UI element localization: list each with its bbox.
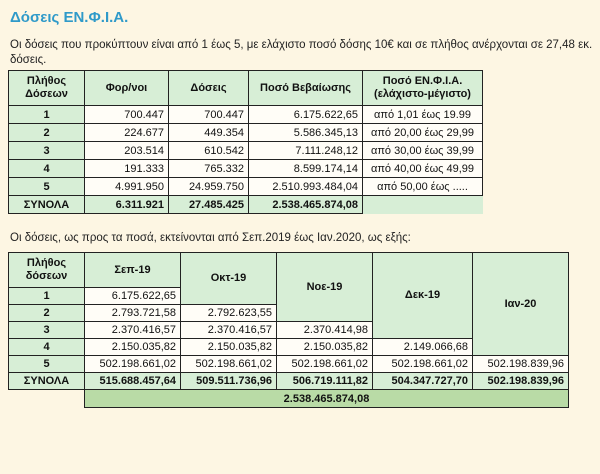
header-nov-19: Νοε-19 bbox=[277, 253, 373, 322]
taxpayers-cell: 203.514 bbox=[85, 142, 169, 160]
header-installments: Δόσεις bbox=[169, 71, 249, 106]
header-assessed-amount: Ποσό Βεβαίωσης bbox=[249, 71, 363, 106]
row-label: 2 bbox=[9, 305, 85, 322]
row-label: 5 bbox=[9, 356, 85, 373]
oct-cell: 502.198.661,02 bbox=[181, 356, 277, 373]
header-taxpayers: Φορ/νοι bbox=[85, 71, 169, 106]
installments-cell: 765.332 bbox=[169, 160, 249, 178]
totals-row bbox=[9, 373, 569, 390]
installments-cell: 610.542 bbox=[169, 142, 249, 160]
amount-cell: 7.111.248,12 bbox=[249, 142, 363, 160]
taxpayers-cell: 4.991.950 bbox=[85, 178, 169, 196]
table-row bbox=[9, 106, 483, 124]
row-label: 5 bbox=[9, 178, 85, 196]
row-label: 4 bbox=[9, 339, 85, 356]
row-label: 4 bbox=[9, 160, 85, 178]
total-nov: 506.719.111,82 bbox=[277, 373, 373, 390]
header-oct-19: Οκτ-19 bbox=[181, 253, 277, 305]
oct-cell: 2.150.035,82 bbox=[181, 339, 277, 356]
range-cell: από 30,00 έως 39,99 bbox=[363, 142, 483, 160]
jan-cell: 502.198.839,96 bbox=[473, 356, 569, 373]
oct-cell: 2.370.416,57 bbox=[181, 322, 277, 339]
table-header-row bbox=[9, 253, 569, 288]
row-label: 2 bbox=[9, 124, 85, 142]
amount-cell: 2.510.993.484,04 bbox=[249, 178, 363, 196]
empty-cell bbox=[9, 390, 85, 408]
nov-cell: 502.198.661,02 bbox=[277, 356, 373, 373]
total-amount: 2.538.465.874,08 bbox=[249, 196, 363, 214]
sep-cell: 2.793.721,58 bbox=[85, 305, 181, 322]
row-label: 3 bbox=[9, 142, 85, 160]
sep-cell: 2.150.035,82 bbox=[85, 339, 181, 356]
sep-cell: 6.175.622,65 bbox=[85, 288, 181, 305]
range-cell: από 1,01 έως 19.99 bbox=[363, 106, 483, 124]
amount-cell: 8.599.174,14 bbox=[249, 160, 363, 178]
intro-paragraph: Οι δόσεις που προκύπτουν είναι από 1 έως 5, με ελάχιστο ποσό δόσης 10€ και σε πλήθος ανέρχονται σε 27,48 εκ. δόσεις. bbox=[10, 39, 593, 66]
totals-label: ΣΥΝΟΛΑ bbox=[9, 373, 85, 390]
installments-cell: 700.447 bbox=[169, 106, 249, 124]
oct-cell: 2.792.623,55 bbox=[181, 305, 277, 322]
totals-row bbox=[9, 196, 483, 214]
nov-cell: 2.370.414,98 bbox=[277, 322, 373, 339]
amount-cell: 6.175.622,65 bbox=[249, 106, 363, 124]
taxpayers-cell: 224.677 bbox=[85, 124, 169, 142]
range-cell: από 50,00 έως ..... bbox=[363, 178, 483, 196]
total-installments: 27.485.425 bbox=[169, 196, 249, 214]
table-row bbox=[9, 356, 569, 373]
installments-cell: 24.959.750 bbox=[169, 178, 249, 196]
grand-total-row bbox=[9, 390, 569, 408]
amount-cell: 5.586.345,13 bbox=[249, 124, 363, 142]
table-row bbox=[9, 124, 483, 142]
range-cell: από 20,00 έως 29,99 bbox=[363, 124, 483, 142]
range-cell: από 40,00 έως 49,99 bbox=[363, 160, 483, 178]
table-row bbox=[9, 160, 483, 178]
installments-summary-table bbox=[8, 70, 483, 214]
sep-cell: 502.198.661,02 bbox=[85, 356, 181, 373]
sep-cell: 2.370.416,57 bbox=[85, 322, 181, 339]
total-dec: 504.347.727,70 bbox=[373, 373, 473, 390]
total-sep: 515.688.457,64 bbox=[85, 373, 181, 390]
table-header-row bbox=[9, 71, 483, 106]
taxpayers-cell: 191.333 bbox=[85, 160, 169, 178]
header-jan-20: Ιαν-20 bbox=[473, 253, 569, 356]
empty-cell bbox=[363, 196, 483, 214]
grand-total: 2.538.465.874,08 bbox=[85, 390, 569, 408]
table-row bbox=[9, 178, 483, 196]
row-label: 1 bbox=[9, 106, 85, 124]
page-title: Δόσεις ΕΝ.Φ.Ι.Α. bbox=[10, 9, 129, 26]
header-count: Πλήθος δόσεων bbox=[9, 253, 85, 288]
total-taxpayers: 6.311.921 bbox=[85, 196, 169, 214]
installments-cell: 449.354 bbox=[169, 124, 249, 142]
header-sep-19: Σεπ-19 bbox=[85, 253, 181, 288]
monthly-schedule-table bbox=[8, 252, 569, 408]
totals-label: ΣΥΝΟΛΑ bbox=[9, 196, 85, 214]
total-jan: 502.198.839,96 bbox=[473, 373, 569, 390]
table-row bbox=[9, 142, 483, 160]
header-count: Πλήθος Δόσεων bbox=[9, 71, 85, 106]
header-dec-19: Δεκ-19 bbox=[373, 253, 473, 339]
dec-cell: 502.198.661,02 bbox=[373, 356, 473, 373]
row-label: 3 bbox=[9, 322, 85, 339]
dec-cell: 2.149.066,68 bbox=[373, 339, 473, 356]
schedule-paragraph: Οι δόσεις, ως προς τα ποσά, εκτείνονται από Σεπ.2019 έως Ιαν.2020, ως εξής: bbox=[10, 232, 411, 244]
row-label: 1 bbox=[9, 288, 85, 305]
total-oct: 509.511.736,96 bbox=[181, 373, 277, 390]
nov-cell: 2.150.035,82 bbox=[277, 339, 373, 356]
taxpayers-cell: 700.447 bbox=[85, 106, 169, 124]
header-enfia-range: Ποσό ΕΝ.Φ.Ι.Α. (ελάχιστο-μέγιστο) bbox=[363, 71, 483, 106]
